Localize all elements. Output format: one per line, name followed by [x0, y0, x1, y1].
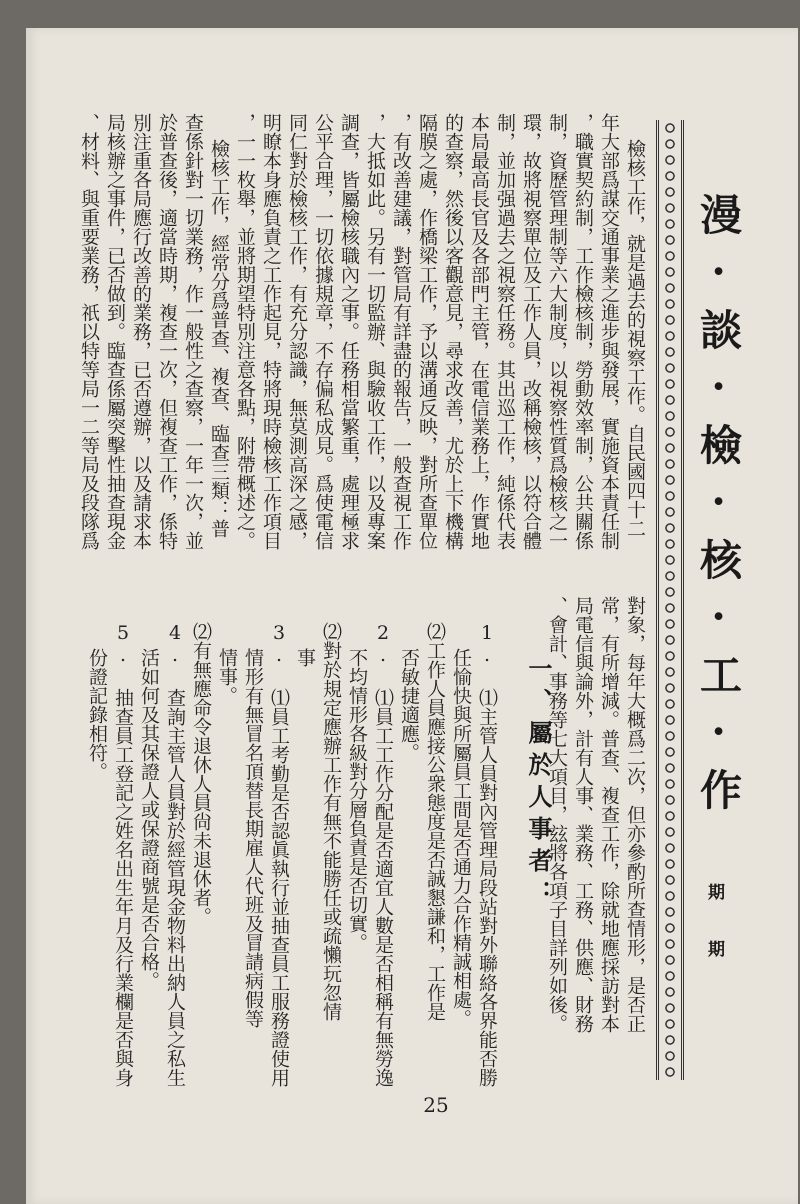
text-column: 的查察，然後以客觀意見，尋求改善，尤於上下機構 — [442, 113, 464, 550]
text-column: 制，並加强過去之視察任務。其出巡工作，純係代表 — [494, 113, 516, 550]
document-page — [26, 28, 798, 1204]
list-item: 任愉快與所屬員工間是否通力合作精誠相處。 — [450, 648, 472, 1028]
list-item: 2. ⑴員工工作分配是否適宜人數是否相稱有無勞逸 — [372, 622, 394, 1087]
text-column: 於普查後，適當時期，複查一次，但複查工作，係特 — [156, 113, 178, 550]
text-column: 局核辦之事件，已否做到。臨查係屬突擊性抽查現金 — [104, 113, 126, 550]
list-item: 4. 查詢主管人員對於經管現金物料出納人員之私生 — [164, 622, 186, 1087]
section-heading: 一、屬於人事者： — [524, 656, 553, 912]
text-column: 別注重各局應行改善的業務，已否遵辦，以及請求本 — [130, 113, 152, 550]
text-column: 查係針對一切業務，作一般性之查察，一年一次，並 — [182, 113, 204, 550]
list-item: 活如何及其保證人或保證商號是否合格。 — [138, 648, 160, 990]
text-column: 調查，皆屬檢核職內之事。任務相當繁重，處理極求 — [338, 113, 360, 550]
text-column: 對象，每年大概爲二次，但亦參酌所查情形，是否正 — [624, 596, 646, 1033]
text-column: 本局最高長官及各部門主管，在電信業務上，作實地 — [468, 113, 490, 550]
text-column: 同仁對於檢核工作，有充分認識，無莫測高深之感， — [286, 113, 308, 550]
text-column: 、材料、與重要業務，祇以特等局一二等局及段隊爲 — [78, 113, 100, 550]
list-item: 份證記錄相符。 — [86, 648, 108, 781]
list-item: 事 — [294, 648, 316, 667]
text-column: 公平合理，一切依據規章，不存偏私成見。爲使電信 — [312, 113, 334, 550]
issue-label: 期 期 — [704, 883, 724, 967]
text-column: 年大部爲謀交通事業之進步與發展，實施資本責任制 — [598, 113, 620, 550]
text-column: ，一一枚舉，並將期望特別注意各點，附帶概述之。 — [234, 113, 256, 550]
text-column: 環，故將視察單位及工作人員，改稱檢核，以符合體 — [520, 113, 542, 550]
text-column: ，有改善建議，對管局有詳盡的報告，一般查視工作 — [390, 113, 412, 550]
article-title: 漫·談·檢·核·工·作 — [694, 193, 743, 822]
list-item: ⑵工作人員應接公衆態度是否誠懇謙和，工作是 — [424, 622, 446, 1021]
text-column: 檢核工作，經常分爲普查、複查、臨查三類：普 — [208, 139, 230, 538]
text-column: 隔膜之處，作橋梁工作，予以溝通反映，對所查單位 — [416, 113, 438, 550]
list-item: 1. ⑴主管人員對內管理局段站對外聯絡各界能否勝 — [476, 622, 498, 1087]
list-item: 情形有無冒名頂替長期雇人代班及冒請病假等 — [242, 648, 264, 1028]
list-item: 否敏捷適應。 — [398, 648, 420, 762]
text-column: 局電信與論外，計有人事、業務、工務、供應、財務 — [572, 596, 594, 1033]
text-column: 制，資歷管理制等六大制度，以視察性質爲檢核之一 — [546, 113, 568, 550]
list-item: ⑵對於規定應辦工作有無不能勝任或疏懶玩忽情 — [320, 622, 342, 1021]
text-column: 常，有所增減。普查、複查工作，除就地應採訪對本 — [598, 596, 620, 1033]
list-item: 情事。 — [216, 648, 238, 705]
text-column: 、會計、事務等七大項目，玆將各項子目詳列如後。 — [546, 596, 568, 1033]
page-number: 25 — [423, 1093, 449, 1117]
text-column: 明瞭本身應負責之工作起見，特將現時檢核工作項目 — [260, 113, 282, 550]
list-item: 5. 抽查員工登記之姓名出生年月及行業欄是否與身 — [112, 622, 134, 1087]
text-column: ，大抵如此。另有一切監辦、與驗收工作，以及專案 — [364, 113, 386, 550]
text-column: 檢核工作，就是過去的視察工作。自民國四十二 — [624, 139, 646, 538]
list-item: ⑵有無應命令退休人員尙未退休者。 — [190, 622, 212, 926]
ornamental-border — [656, 120, 684, 1080]
list-item: 不均情形各級對分層負責是否切實。 — [346, 648, 368, 952]
list-item: 3. ⑴員工考勤是否認眞執行並抽查員工服務證使用 — [268, 622, 290, 1087]
text-column: ，職實契約制，工作檢核制，勞動效率制，公共關係 — [572, 113, 594, 550]
